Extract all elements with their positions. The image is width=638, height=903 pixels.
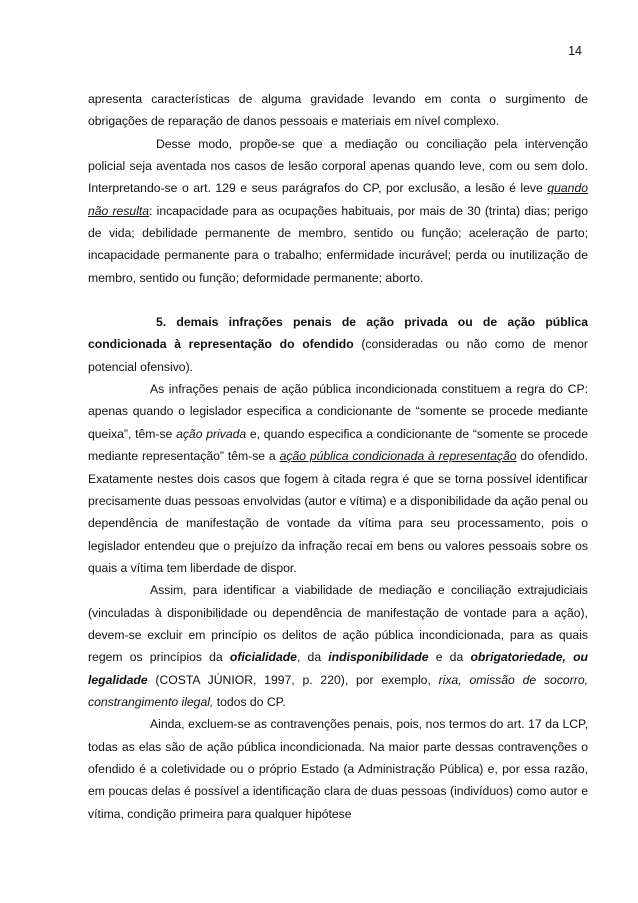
- paragraph-4-term-acao-publica: ação pública condicionada à representação: [279, 449, 517, 464]
- section-heading: 5. demais infrações penais de ação privada ou de ação pública condicionada à representação do ofendido: [88, 315, 588, 352]
- paragraph-4: [88, 378, 588, 579]
- paragraph-4-term-acao-privada: ação privada: [176, 426, 247, 441]
- paragraph-2-text-a: Desse modo, propõe-se que a mediação ou conciliação pela intervenção policial seja aventada nos casos de lesão corporal apenas quando leve, com ou sem dolo. Interpretando-se o art. 129 e seus parágrafos do CP, por exclusão, a lesão é leve: [88, 136, 588, 196]
- paragraph-6-text: Ainda, excluem-se as contravenções penais, pois, nos termos do art. 17 da LCP, todas as elas são de ação pública incondicionada. Na maior parte dessas contravenções o ofendido é a coletividade ou o próprio Estado (a Administração Pública) e, por essa razão, em poucas delas é possível a identificação clara de duas pessoas (indivíduos) como autor e vítima, condição primeira para qualquer hipótese: [88, 717, 588, 821]
- section-heading-paragraph: [88, 311, 588, 378]
- paragraph-5-text-e: todos do CP.: [213, 694, 286, 709]
- paragraph-5-term-indisponibilidade: indisponibilidade: [328, 650, 429, 665]
- paragraph-2-text-b: : incapacidade para as ocupações habituais, por mais de 30 (trinta) dias; perigo de vida; debilidade permanente de membro, sentido ou função; aceleração de parto; incapacidade permanente para o trabalho; enfermidade incurável; perda ou inutilização de membro, sentido ou função; deformidade permanente; aborto.: [88, 203, 588, 285]
- paragraph-4-text-b: e, quando especifica a condicionante de “somente se procede mediante representação” têm-se a: [88, 426, 588, 464]
- paragraph-5: [88, 579, 588, 713]
- paragraph-4-text-c: do ofendido. Exatamente nestes dois casos que fogem à citada regra é que se torna possível identificar precisamente duas pessoas envolvidas (autor e vítima) e a disponibilidade da ação penal ou dependência de manifestação de vontade da vítima para seu processamento, pois o legislador entendeu que o prejuízo da infração recai em bens ou valores pessoais sobre os quais a vítima tem liberdade de dispor.: [88, 449, 588, 575]
- paragraph-5-text-d: (COSTA JÚNIOR, 1997, p. 220), por exemplo,: [147, 672, 439, 687]
- paragraph-4-text-a: As infrações penais de ação pública incondicionada constituem a regra do CP: apenas quando o legislador especifica a condicionante de “somente se procede mediante queixa”, têm-se: [88, 382, 588, 441]
- paragraph-1-text: apresenta características de alguma gravidade levando em conta o surgimento de obrigações de reparação de danos pessoais e materiais em nível complexo.: [88, 92, 588, 129]
- page-body: [88, 88, 588, 825]
- paragraph-2: [88, 133, 588, 289]
- paragraph-2-emphasis: quando não resulta: [88, 181, 588, 218]
- paragraph-5-examples: rixa, omissão de socorro, constrangimento ilegal,: [88, 672, 588, 709]
- page-number: 14: [568, 44, 582, 58]
- paragraph-6: [88, 713, 588, 825]
- section-heading-note: (consideradas ou não como de menor potencial ofensivo).: [88, 337, 588, 374]
- paragraph-1: [88, 88, 588, 133]
- paragraph-5-text-b: , da: [296, 650, 329, 665]
- paragraph-5-term-oficialidade: oficialidade: [229, 650, 297, 665]
- paragraph-5-term-obrigatoriedade: obrigatoriedade, ou legalidade: [88, 650, 589, 687]
- paragraph-spacer: [88, 289, 588, 311]
- paragraph-5-text-c: e da: [428, 650, 471, 665]
- paragraph-5-text-a: Assim, para identificar a viabilidade de mediação e conciliação extrajudiciais (vinculadas à disponibilidade ou dependência de manifestação de vontade para a ação), devem-se excluir em princípio os delitos de ação pública incondicionada, para as quais regem os princípios da: [88, 583, 588, 665]
